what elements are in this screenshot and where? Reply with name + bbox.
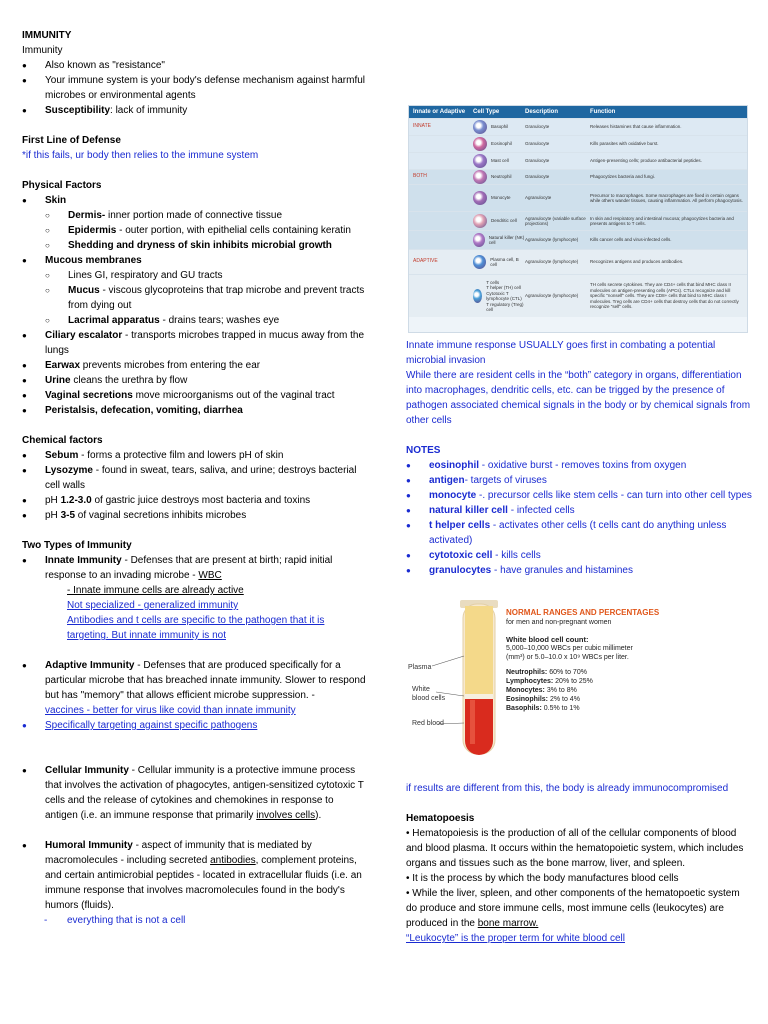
range-label: Lymphocytes: — [506, 678, 554, 685]
cell-icon — [473, 289, 482, 303]
adaptive-note: Specifically targeting against specific pathogens — [45, 720, 258, 731]
mucous-sublist — [22, 268, 367, 328]
note-item — [406, 503, 752, 518]
hematopoesis-item: • Hematopoiesis is the production of all of the cellular components of blood and blood plasma. It occurs within the hematopoietic system, which includes organs and tissues such as the bone marrow, liver, and spleen. — [406, 828, 744, 869]
table-row — [409, 135, 747, 152]
note-item — [406, 488, 752, 503]
physical-list — [22, 193, 367, 208]
table-cell-name: Natural killer (NK) cell — [488, 234, 525, 245]
page-subtitle: Immunity — [22, 45, 63, 56]
physical-item-label: Urine — [45, 375, 71, 386]
note-item-label: t helper cells — [429, 520, 491, 531]
note-item-text: - have granules and histamines — [491, 565, 633, 576]
table-cell-func: Kills parasites with oxidative burst. — [590, 141, 659, 147]
humoral-list — [22, 838, 367, 928]
range-value: 3% to 8% — [546, 687, 577, 694]
ranges-list — [506, 668, 676, 713]
mucous-subitem-label: Lacrimal apparatus — [68, 315, 160, 326]
table-cell-name: Monocyte — [491, 195, 511, 201]
table-row — [409, 152, 747, 169]
cell-icon — [473, 191, 487, 205]
table-cell-func: TH cells secrete cytokines. They are CD4+ cells that bind MHC class II molecules on antigen-presenting cells (APCs). CTLs recognize and kill specific "nonself" cells. They are CD8+ cells that bind to MHC class I molecules. Treg cells are CD4+ cells that destroy cells that do not correctly recognize "self" cells. — [590, 282, 739, 310]
table-cell-type — [473, 137, 525, 151]
table-cell-type — [473, 255, 525, 269]
physical-item-label: Ciliary escalator — [45, 330, 123, 341]
cell-icon — [473, 233, 485, 247]
table-cell-desc: Granulocyte — [525, 124, 550, 130]
table-cell-name: Plasma cell, B cell — [490, 256, 519, 267]
chemical-item — [22, 508, 367, 523]
table-cell-func: In skin and respiratory and intestinal mucosa; phagocytizes bacteria and presents antigens to T cells. — [590, 215, 734, 226]
adaptive-item — [22, 718, 367, 733]
table-row — [409, 169, 747, 184]
leukocyte-note: “Leukocyte” is the proper term for white blood cell — [406, 933, 625, 944]
skin-subitem-label: Epidermis — [68, 225, 117, 236]
note-item-label: cytotoxic cell — [429, 550, 493, 561]
physical-item-label: Earwax — [45, 360, 81, 371]
note-item-label: natural killer cell — [429, 505, 508, 516]
note-item-text: - kills cells — [492, 550, 541, 561]
physical-item — [22, 328, 367, 358]
chemical-item-text: - forms a protective film and lowers pH of skin — [78, 450, 284, 461]
humoral-item — [22, 838, 367, 913]
innate-note: Not specialized - generalized immunity — [67, 600, 239, 611]
skin-subitem-text: - outer portion, with epithelial cells containing keratin — [116, 225, 351, 236]
table-cell-func: Recognizes antigens and produces antibodies. — [590, 259, 684, 265]
cellular-list — [22, 763, 367, 823]
chemical-item-prefix: pH — [45, 495, 61, 506]
mucous-subitem-text: Lines GI, respiratory and GU tracts — [68, 270, 223, 281]
intro-list — [22, 58, 367, 118]
note-item — [406, 518, 752, 548]
table-cell-desc: Agranulocyte (lymphocyte) — [525, 237, 579, 243]
intro-item — [22, 103, 367, 118]
bone-marrow-text: bone marrow. — [477, 918, 539, 929]
plasma-label: Plasma — [408, 664, 432, 671]
table-cell-func: Releases histamines that cause inflammation. — [590, 124, 682, 130]
table-header-cell: Function — [590, 109, 616, 115]
range-item — [506, 668, 676, 677]
intro-item — [22, 58, 367, 73]
right-lower-column — [406, 781, 752, 946]
note-item-label: antigen — [429, 475, 465, 486]
innate-note: - Innate immune cells are already active — [67, 585, 244, 596]
note-item — [406, 548, 752, 563]
first-line-heading: First Line of Defense — [22, 135, 121, 146]
adaptive-text: - Defenses that are produced specifically for a particular microbe that has breached innate immunity. Slower to respond but has "memory" that allows efficient microbe suppression. - — [45, 660, 366, 701]
red-blood-label: Red blood — [412, 720, 444, 727]
chemical-list — [22, 448, 367, 523]
table-row — [409, 274, 747, 317]
table-cell-name: Dendritic cell — [491, 218, 517, 224]
note-item-label: granulocytes — [429, 565, 492, 576]
physical-more-list — [22, 328, 367, 418]
mucous-item: ● Mucous membranes — [22, 253, 367, 268]
range-label: Neutrophils: — [506, 669, 548, 676]
table-cell-group: ADAPTIVE — [413, 258, 438, 265]
range-item — [506, 686, 676, 695]
skin-subitem — [22, 223, 367, 238]
range-label: Basophils: — [506, 705, 542, 712]
first-line-note: *if this fails, ur body then relies to the immune system — [22, 150, 259, 161]
hematopoesis-item — [406, 886, 752, 931]
table-body — [409, 118, 747, 317]
note-item — [406, 458, 752, 473]
table-cell-name: T cells T helper (TH) cell Cytotoxic T lymphocyte (CTL) T regulatory (Treg) cell — [486, 279, 524, 312]
skin-subitem-label: Dermis- — [68, 210, 106, 221]
intro-item-text: Your immune system is your body's defense mechanism against harmful microbes or environmental agents — [45, 75, 366, 101]
wbc-count-line: 5,000–10,000 WBCs per cubic millimeter — [506, 645, 633, 652]
wbc-ranges-figure — [408, 596, 676, 766]
table-cell-func: Phagocytizes bacteria and fungi. — [590, 174, 656, 180]
physical-item-text: - transports microbes trapped in mucus away from the lungs — [45, 330, 365, 356]
cellular-underline: involves cells — [256, 810, 316, 821]
innate-list — [22, 553, 367, 583]
innate-text: - Defenses that are present at birth; rapid initial response to an invading microbe - — [45, 555, 333, 581]
hematopoesis-heading: Hematopoesis — [406, 813, 475, 824]
table-row — [409, 249, 747, 274]
table-cell-type — [473, 154, 525, 168]
table-header — [409, 106, 747, 118]
physical-item — [22, 403, 367, 418]
skin-subitem-label: Shedding and dryness of skin inhibits microbial growth — [68, 240, 332, 251]
figure-subtitle: for men and non-pregnant women — [506, 619, 612, 626]
table-row — [409, 211, 747, 230]
cellular-end: ). — [315, 810, 322, 821]
cellular-label: Cellular Immunity — [45, 765, 129, 776]
note-item — [406, 563, 752, 578]
note-item-text: - activates other cells (t cells cant do anything unless activated) — [429, 520, 727, 546]
cell-icon — [473, 120, 487, 134]
table-cell-group: BOTH — [413, 173, 427, 180]
range-value: 2% to 4% — [549, 696, 580, 703]
chemical-item-text: - found in sweat, tears, saliva, and urine; destroys bacterial cell walls — [45, 465, 357, 491]
range-label: Eosinophils: — [506, 696, 548, 703]
page-title: IMMUNITY — [22, 30, 72, 41]
physical-item — [22, 388, 367, 403]
humoral-text: , complement proteins, and certain antimicrobial peptides - located in extracellular fluids (i.e. an immune response that involves macromolecules found in the body's humors (fluids). — [45, 855, 362, 911]
adaptive-note: vaccines - better for virus like covid than innate immunity — [45, 705, 296, 716]
table-cell-name: Neutrophil — [491, 174, 512, 180]
figure-title: NORMAL RANGES AND PERCENTAGES — [506, 608, 660, 617]
table-row — [409, 184, 747, 211]
table-cell-desc: Agranulocyte (variable surface projections) — [525, 215, 586, 226]
table-cell-type — [473, 170, 525, 184]
notes-heading: NOTES — [406, 445, 441, 456]
physical-item — [22, 373, 367, 388]
table-cell-name: Eosinophil — [491, 141, 512, 147]
cell-icon — [473, 137, 487, 151]
physical-item-label: Vaginal secretions — [45, 390, 133, 401]
cellular-item — [22, 763, 367, 823]
chemical-item-label: Lysozyme — [45, 465, 93, 476]
skin-subitem — [22, 208, 367, 223]
table-cell-type — [473, 120, 525, 134]
two-types-heading: Two Types of Immunity — [22, 540, 132, 551]
mucous-subitem-text: - viscous glycoproteins that trap microbe and prevent tracts from dying out — [68, 285, 365, 311]
range-label: Monocytes: — [506, 687, 545, 694]
table-cell-group: INNATE — [413, 123, 431, 130]
mucous-subitem-label: Mucus — [68, 285, 100, 296]
table-cell-desc: Granulocyte — [525, 174, 550, 180]
intro-item-text: : lack of immunity — [110, 105, 188, 116]
white-label-line: White — [412, 686, 430, 693]
mucous-list — [22, 253, 367, 268]
table-cell-func: Antigen-presenting cells; produce antibacterial peptides. — [590, 158, 702, 164]
table-cell-desc: Granulocyte — [525, 141, 550, 147]
innate-item — [22, 553, 367, 583]
note-item-text: - targets of viruses — [464, 475, 547, 486]
note-item-text: - infected cells — [507, 505, 575, 516]
intro-item-text: Also known as "resistance" — [45, 60, 165, 71]
chemical-heading: Chemical factors — [22, 435, 103, 446]
intro-item — [22, 73, 367, 103]
range-value: 60% to 70% — [549, 669, 587, 676]
range-value: 20% to 25% — [555, 678, 593, 685]
chemical-item-text: of gastric juice destroys most bacteria and toxins — [91, 495, 311, 506]
table-cell-type — [473, 280, 525, 313]
skin-subitem — [22, 238, 367, 253]
table-cell-desc: Granulocyte — [525, 158, 550, 164]
adaptive-list — [22, 658, 367, 733]
table-cell-name: Mast cell — [491, 158, 509, 164]
physical-item-text: cleans the urethra by flow — [70, 375, 188, 386]
table-row — [409, 230, 747, 249]
table-cell-type — [473, 233, 525, 247]
cell-icon — [473, 154, 487, 168]
innate-notes — [22, 583, 367, 643]
range-item — [506, 704, 676, 713]
hematopoesis-text: • While the liver, spleen, and other components of the hematopoetic system do produce and store immune cells, most immune cells (leukocytes) are produced in the — [406, 888, 740, 929]
hematopoesis-item: • It is the process by which the body manufactures blood cells — [406, 873, 679, 884]
cell-icon — [473, 255, 486, 269]
range-value: 0.5% to 1% — [543, 705, 580, 712]
innate-first-note: Innate immune response USUALLY goes first in combating a potential microbial invasion — [406, 340, 716, 366]
innate-note: Antibodies and t cells are specific to the pathogen that it is targeting. But innate immunity is not — [67, 615, 325, 641]
physical-heading: Physical Factors — [22, 180, 102, 191]
chemical-item-prefix: pH — [45, 510, 61, 521]
chemical-item — [22, 448, 367, 463]
chemical-item-text: of vaginal secretions inhibits microbes — [75, 510, 247, 521]
white-cells-label — [412, 685, 445, 703]
ranges-text — [506, 608, 676, 713]
chemical-item-label: 3-5 — [60, 510, 76, 521]
table-cell-name: Basophil — [491, 124, 509, 130]
innate-wbc: WBC — [198, 570, 222, 581]
skin-item: ● Skin — [22, 193, 367, 208]
results-note: if results are different from this, the body is already immunocompromised — [406, 783, 729, 794]
range-item — [506, 677, 676, 686]
chemical-item — [22, 463, 367, 493]
cell-type-table — [408, 105, 748, 333]
cellular-text: - Cellular immunity is a protective immune process that involves the activation of phagocytes, antigen-sensitized cytotoxic T cells and the release of cytokines and chemokines in response to antigen (i.e. an immune response that primarily — [45, 765, 364, 821]
wbc-count-title: White blood cell count: — [506, 635, 589, 644]
notes-list — [406, 458, 752, 578]
skin-subitem-text: inner portion made of connective tissue — [105, 210, 283, 221]
note-item-text: - oxidative burst - removes toxins from oxygen — [479, 460, 687, 471]
humoral-text: - aspect of immunity that is mediated by macromolecules - including secreted — [45, 840, 312, 866]
physical-item — [22, 358, 367, 373]
table-row — [409, 118, 747, 135]
adaptive-item — [22, 658, 367, 718]
physical-item-text: move microorganisms out of the vaginal tract — [132, 390, 335, 401]
mucous-subitem-text: - drains tears; washes eye — [159, 315, 280, 326]
chemical-item — [22, 493, 367, 508]
table-cell-desc: Agranulocyte (lymphocyte) — [525, 259, 579, 265]
skin-sublist — [22, 208, 367, 253]
table-cell-desc: Agranulocyte (lymphocyte) — [525, 293, 579, 299]
chemical-item-label: Sebum — [45, 450, 79, 461]
table-cell-desc: Agranulocyte — [525, 195, 552, 201]
note-item-label: eosinophil — [429, 460, 479, 471]
cell-icon — [473, 214, 487, 228]
humoral-note: - everything that is not a cell — [22, 913, 367, 928]
humoral-underline: antibodies — [210, 855, 256, 866]
right-column — [406, 338, 752, 578]
table-header-cell: Description — [525, 109, 559, 115]
adaptive-label: Adaptive Immunity — [45, 660, 135, 671]
mucous-subitem — [22, 283, 367, 313]
table-cell-type — [473, 214, 525, 228]
wbc-count-line: (mm³) or 5.0–10.0 x 10⁹ WBCs per liter. — [506, 654, 629, 661]
mucous-subitem — [22, 313, 367, 328]
physical-item-label: Peristalsis, defecation, vomiting, diarrhea — [45, 405, 243, 416]
cell-icon — [473, 170, 487, 184]
innate-label: Innate Immunity — [45, 555, 122, 566]
resident-cells-note: While there are resident cells in the “both” category in organs, differentiation into macrophages, dendritic cells, etc. can be trigged by the presence of pathogen associated chemical signals in the body or by chemical signals from other cells — [406, 370, 751, 426]
table-header-cell: Innate or Adaptive — [413, 109, 466, 115]
note-item — [406, 473, 752, 488]
table-cell-func: Kills cancer cells and virus-infected cells. — [590, 237, 672, 243]
intro-item-label: Susceptibility — [45, 105, 111, 116]
table-header-cell: Cell Type — [473, 109, 500, 115]
mucous-subitem — [22, 268, 367, 283]
range-item — [506, 695, 676, 704]
white-label-line: blood cells — [412, 695, 446, 702]
note-item-label: monocyte — [429, 490, 477, 501]
physical-item-text: prevents microbes from entering the ear — [80, 360, 261, 371]
table-cell-type — [473, 191, 525, 205]
note-item-text: -. precursor cells like stem cells - can turn into other cell types — [476, 490, 752, 501]
chemical-item-label: 1.2-3.0 — [60, 495, 92, 506]
table-cell-func: Precursor to macrophages. Some macrophages are fixed in certain organs while others wander tissues, causing inflammation. All perform phagocytosis. — [590, 192, 743, 203]
left-column — [22, 28, 367, 928]
humoral-label: Humoral Immunity — [45, 840, 133, 851]
